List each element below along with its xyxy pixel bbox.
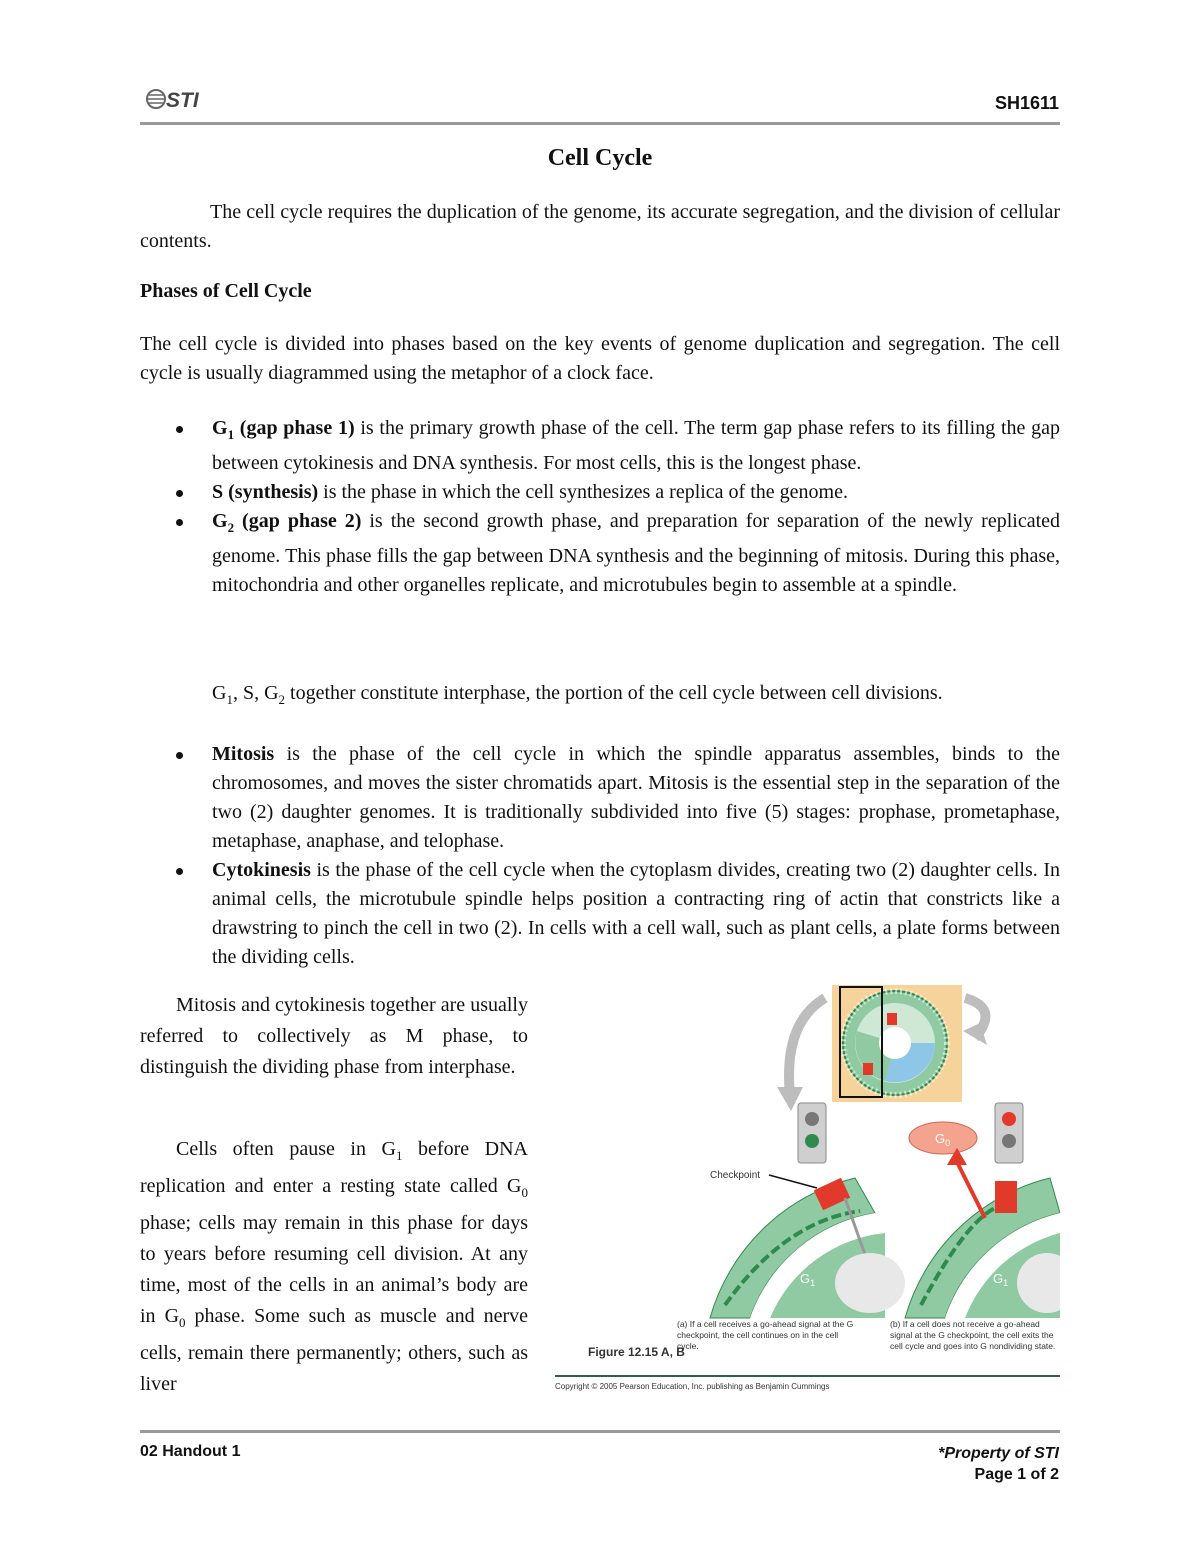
footer-handout: 02 Handout 1 [140,1443,241,1460]
document-code: SH1611 [994,93,1059,113]
g1-label-b: G [993,1271,1004,1286]
phase-description: is the second growth phase, and preparation for separation of the newly replicated genome. This phase fills the gap between DNA synthesis and the beginning of mitosis. During this phase, mitochondria and other organelles replicate, and microtubules begin to assemble at a spindle. [212,510,1061,596]
phase-description: is the phase in which the cell synthesizes a replica of the genome. [318,481,848,503]
figure-copyright: Copyright © 2005 Pearson Education, Inc. publishing as Benjamin Cummings [555,1382,830,1391]
list-item [140,856,1060,972]
g0-paragraph: Cells often pause in $G_1$ before DNA replication and enter a resting state called $G_0$ phase; cells may remain in this phase for days to years before resuming cell division. At any time, most of the cells in an animal’s body are in $G_0$ phase. Some such as muscle and nerve cells, remain there permanently; others, such as liver [140,1138,529,1395]
svg-text:G1: $G_1$ [993,1271,1009,1288]
sti-logo [146,84,210,114]
list-item [140,478,1060,507]
m-phase-paragraph: Mitosis and cytokinesis together are usually referred to collectively as M phase, to distinguish the dividing phase from interphase. [140,994,528,1078]
figure-label: Figure 12.15 A, B [588,1345,685,1359]
phase-list-2 [140,740,1060,972]
caption-a: (a) If a cell receives a go-ahead signal at the G checkpoint, the cell continues on in the cell cycle. [677,1319,854,1351]
logo-text: STI [166,89,199,112]
phase-description: is the primary growth phase of the cell. The term gap phase refers to its filling the gap between cytokinesis and DNA synthesis. For most cells, this is the longest phase. [212,417,1060,474]
page-title: Cell Cycle [547,145,653,171]
phase-term: $G_1$ (gap phase 1) [212,417,355,442]
g0-disc [909,1122,977,1154]
phase-term: Mitosis [212,743,275,765]
footer-page-number: Page 1 of 2 [974,1466,1059,1483]
phase-list [140,414,1060,600]
phase-term: Cytokinesis [212,859,311,881]
footer-divider [140,1430,1060,1433]
svg-text:G1: $G_1$ [800,1271,816,1288]
list-item [140,740,1060,856]
g0-label: G [935,1131,946,1146]
phase-term: S (synthesis) [212,481,319,503]
list-item [140,507,1060,600]
footer-page-info [938,1443,1059,1485]
cell-arc-b [905,1148,1060,1318]
phase-description: is the phase of the cell cycle when the cytoplasm divides, creating two (2) daughter cells. In animal cells, the microtubule spindle helps position a contracting ring of actin that constricts like a drawstring to pinch the cell in two (2). In cells with a cell wall, such as plant cells, a plate forms between the dividing cells. [212,859,1060,968]
caption-b: (b) If a cell does not receive a go-ahead signal at the G checkpoint, the cell exits the cell cycle and goes into G nondividing state. [890,1319,1056,1351]
cell-arc-a [710,1178,905,1318]
g1-label-a: G [800,1271,811,1286]
interphase-note: $G_1$, S, $G_2$ together constitute interphase, the portion of the cell cycle between cell divisions. [212,682,943,707]
checkpoint-pointer [769,1175,817,1188]
phase-term: $G_2$ (gap phase 2) [212,510,362,535]
checkpoint-label: Checkpoint [710,1170,761,1181]
traffic-light-b [995,1103,1023,1163]
section-paragraph: The cell cycle is divided into phases based on the key events of genome duplication and segregation. The cell cycle is usually diagrammed using the metaphor of a clock face. [140,333,1060,384]
svg-text:G0: $G_0$ [935,1131,951,1148]
traffic-light-a [798,1103,826,1163]
phase-description: is the phase of the cell cycle in which the spindle apparatus assembles, binds to the chromosomes, and moves the sister chromatids apart. Mitosis is the essential step in the separation of the two (2) daughter genomes. It is traditionally subdivided into five (5) stages: prophase, prometaphase, metaphase, anaphase, and telophase. [212,743,1060,852]
list-item [140,414,1060,478]
intro-paragraph: The cell cycle requires the duplication of the genome, its accurate segregation, and the division of cellular contents. [140,201,1060,252]
header-divider [140,122,1060,125]
arrow-left [789,998,825,1095]
footer-property: *Property of STI [938,1445,1059,1462]
cell-cycle-checkpoint-figure [555,983,1060,1393]
cell-cycle-clock [843,991,947,1095]
section-heading: Phases of Cell Cycle [140,280,312,302]
